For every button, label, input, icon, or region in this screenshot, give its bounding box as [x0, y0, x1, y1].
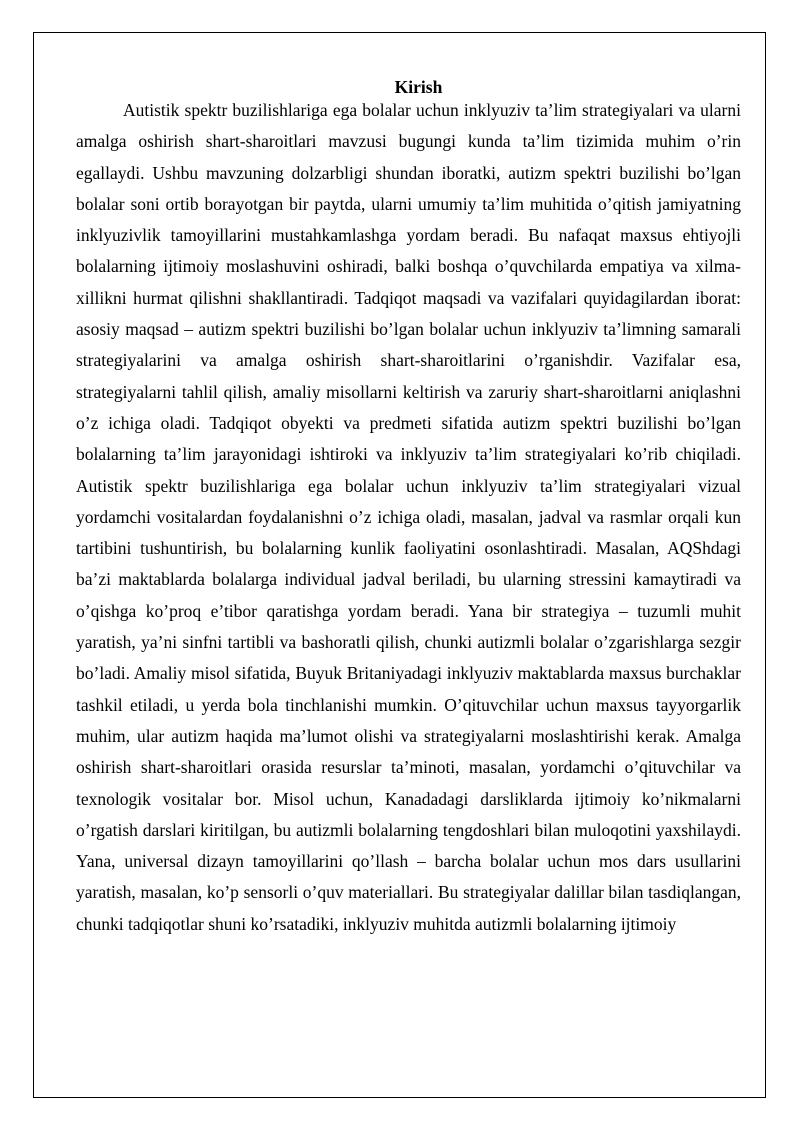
section-heading: Kirish: [394, 77, 443, 97]
body-paragraph: Autistik spektr buzilishlariga ega bolalar uchun inklyuziv ta’lim strategiyalari va ularni amalga oshirish shart-sharoitlari mavzusi bugungi kunda ta’lim tizimida muhim o’rin egallaydi. Ushbu mavzuning dolzarbligi shundan iboratki, autizm spektri buzilishi bo’lgan bolalar soni ortib borayotgan bir paytda, ularni umumiy ta’lim muhitida o’qitish jamiyatning inklyuzivlik tamoyillarini mustahkamlashga yordam beradi. Bu nafaqat maxsus ehtiyojli bolalarning ijtimoiy moslashuvini oshiradi, balki boshqa o’quvchilarda empatiya va xilma-xillikni hurmat qilishni shakllantiradi. Tadqiqot maqsadi va vazifalari quyidagilardan iborat: asosiy maqsad – autizm spektri buzilishi bo’lgan bolalar uchun inklyuziv ta’limning samarali strategiyalarini va amalga oshirish shart-sharoitlarini o’rganishdir. Vazifalar esa, strategiyalarni tahlil qilish, amaliy misollarni keltirish va zaruriy shart-sharoitlarni aniqlashni o’z ichiga oladi. Tadqiqot obyekti va predmeti sifatida autizm spektri buzilishi bo’lgan bolalarning ta’lim jarayonidagi ishtiroki va inklyuziv ta’lim strategiyalari ko’rib chiqiladi. Autistik spektr buzilishlariga ega bolalar uchun inklyuziv ta’lim strategiyalari vizual yordamchi vositalardan foydalanishni o’z ichiga oladi, masalan, jadval va rasmlar orqali kun tartibini tushuntirish, bu bolalarning kunlik faoliyatini osonlashtiradi. Masalan, AQShdagi ba’zi maktablarda bolalarga individual jadval beriladi, bu ularning stressini kamaytiradi va o’qishga ko’proq e’tibor qaratishga yordam beradi. Yana bir strategiya – tuzumli muhit yaratish, ya’ni sinfni tartibli va bashoratli qilish, chunki autizmli bolalar o’zgarishlarga sezgir bo’ladi. Amaliy misol sifatida, Buyuk Britaniyadagi inklyuziv maktablarda maxsus burchaklar tashkil etiladi, u yerda bola tinchlanishi mumkin. O’qituvchilar uchun maxsus tayyorgarlik muhim, ular autizm haqida ma’lumot olishi va strategiyalarni moslashtirishi kerak. Amalga oshirish shart-sharoitlari orasida resurslar ta’minoti, masalan, yordamchi o’qituvchilar va texnologik vositalar bor. Misol uchun, Kanadadagi darsliklarda ijtimoiy ko’nikmalarni o’rgatish darslari kiritilgan, bu autizmli bolalarning tengdoshlari bilan muloqotini yaxshilaydi. Yana, universal dizayn tamoyillarini qo’llash – barcha bolalar uchun mos dars usullarini yaratish, masalan, ko’p sensorli o’quv materiallari. Bu strategiyalar dalillar bilan tasdiqlangan, chunki tadqiqotlar shuni ko’rsatadiki, inklyuziv muhitda autizmli bolalarning ijtimoiy: [76, 100, 741, 934]
document-content: [76, 76, 741, 940]
